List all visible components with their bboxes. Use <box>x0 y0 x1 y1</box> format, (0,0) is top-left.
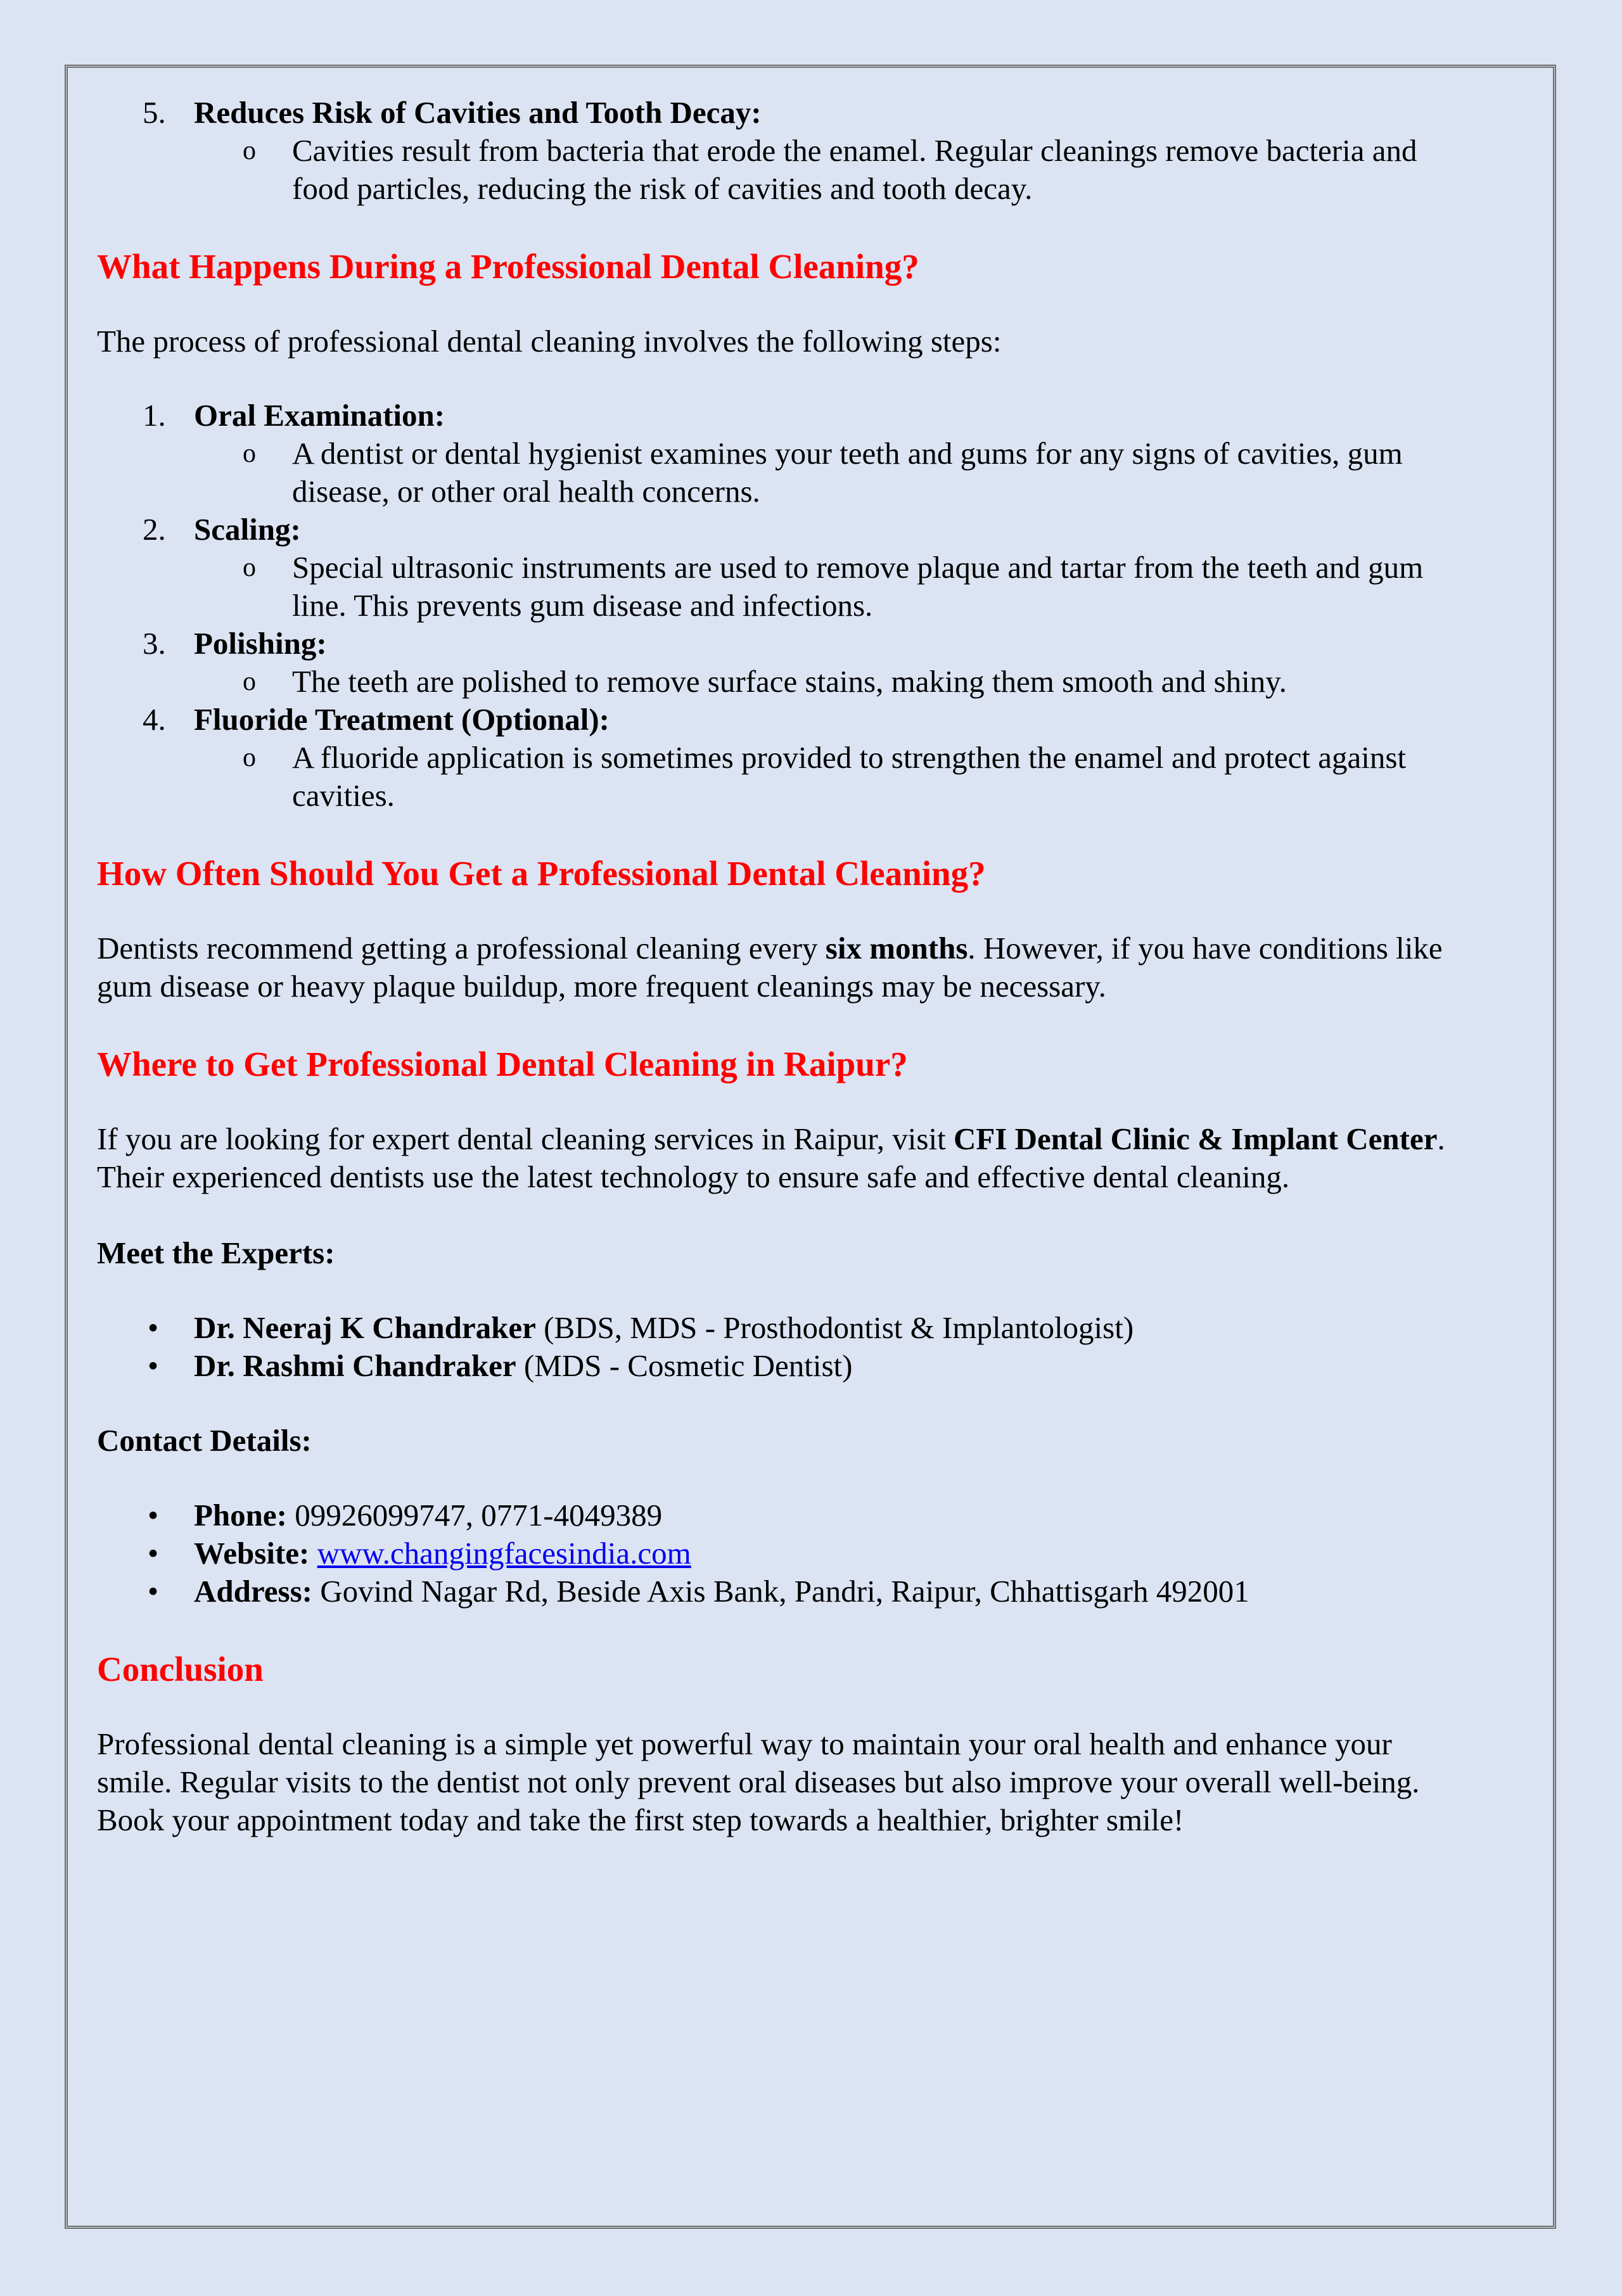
process-intro: The process of professional dental cleaning involves the following steps: <box>97 324 1002 359</box>
text-run: If you are looking for expert dental cleaning services in Raipur, visit <box>97 1121 954 1156</box>
bullet-icon: • <box>148 1574 159 1609</box>
address-value: Govind Nagar Rd, Beside Axis Bank, Pandri, Raipur, Chhattisgarh 492001 <box>312 1574 1249 1609</box>
document-content <box>97 94 1523 1839</box>
location-paragraph <box>97 1120 1523 1196</box>
expert-item <box>97 1309 1523 1347</box>
step-text <box>97 739 1523 815</box>
step-item <box>97 625 1523 663</box>
section-heading-process: What Happens During a Professional Dental Cleaning? <box>97 247 919 286</box>
bullet-icon: • <box>148 1536 159 1571</box>
text-line: A dentist or dental hygienist examines your teeth and gums for any signs of cavities, gum <box>292 436 1403 471</box>
circle-bullet-icon: o <box>243 136 256 165</box>
contact-address <box>97 1572 1523 1610</box>
step-title: Polishing: <box>194 626 327 661</box>
step-text <box>97 663 1523 701</box>
text-line: Cavities result from bacteria that erode the enamel. Regular cleanings remove bacteria and <box>292 133 1417 168</box>
circle-bullet-icon: o <box>243 667 256 696</box>
text-run: . <box>1437 1121 1445 1156</box>
bullet-icon: • <box>148 1348 159 1383</box>
circle-bullet-icon: o <box>243 439 256 468</box>
list-number: 4. <box>143 702 166 737</box>
section-heading-location: Where to Get Professional Dental Cleaning in Raipur? <box>97 1045 908 1083</box>
contact-phone <box>97 1496 1523 1534</box>
text-line: Professional dental cleaning is a simple yet powerful way to maintain your oral health and enhance your <box>97 1726 1392 1761</box>
list-number: 1. <box>143 398 166 433</box>
expert-name: Dr. Neeraj K Chandraker <box>194 1310 536 1345</box>
text-line: gum disease or heavy plaque buildup, more frequent cleanings may be necessary. <box>97 969 1106 1004</box>
step-item <box>97 511 1523 549</box>
phone-label: Phone: <box>194 1498 287 1533</box>
address-label: Address: <box>194 1574 312 1609</box>
circle-bullet-icon: o <box>243 553 256 582</box>
text-line: smile. Regular visits to the dentist not only prevent oral diseases but also improve your overall well-being. <box>97 1764 1420 1799</box>
contact-heading: Contact Details: <box>97 1423 312 1458</box>
text-line: Their experienced dentists use the latest technology to ensure safe and effective dental cleaning. <box>97 1159 1290 1194</box>
expert-name: Dr. Rashmi Chandraker <box>194 1348 516 1383</box>
list-number: 3. <box>143 626 166 661</box>
step-item <box>97 397 1523 435</box>
section-heading-conclusion: Conclusion <box>97 1650 264 1688</box>
step-title: Oral Examination: <box>194 398 445 433</box>
website-link[interactable]: www.changingfacesindia.com <box>317 1536 691 1571</box>
section-heading-frequency: How Often Should You Get a Professional Dental Cleaning? <box>97 854 986 893</box>
list-number: 5. <box>143 95 166 130</box>
experts-heading: Meet the Experts: <box>97 1235 335 1270</box>
expert-detail: (MDS - Cosmetic Dentist) <box>516 1348 853 1383</box>
list-number: 2. <box>143 512 166 547</box>
text-line: disease, or other oral health concerns. <box>292 474 760 509</box>
text-line: A fluoride application is sometimes provided to strengthen the enamel and protect against <box>292 740 1407 775</box>
expert-detail: (BDS, MDS - Prosthodontist & Implantologist) <box>535 1310 1134 1345</box>
benefit-item-5 <box>97 94 1523 132</box>
text-run: . However, if you have conditions like <box>967 931 1443 966</box>
step-title: Fluoride Treatment (Optional): <box>194 702 610 737</box>
text-line: food particles, reducing the risk of cavities and tooth decay. <box>292 171 1033 206</box>
circle-bullet-icon: o <box>243 743 256 772</box>
expert-item <box>97 1347 1523 1385</box>
website-label: Website: <box>194 1536 310 1571</box>
step-title: Scaling: <box>194 512 301 547</box>
step-item <box>97 701 1523 739</box>
phone-value: 09926099747, 0771-4049389 <box>287 1498 663 1533</box>
text-bold: six months <box>825 931 968 966</box>
text-line: Special ultrasonic instruments are used to remove plaque and tartar from the teeth and gum <box>292 550 1424 585</box>
text-line: The teeth are polished to remove surface stains, making them smooth and shiny. <box>292 664 1287 699</box>
contact-website <box>97 1534 1523 1572</box>
step-text <box>97 549 1523 625</box>
text-run: Dentists recommend getting a professional cleaning every <box>97 931 826 966</box>
benefit-title: Reduces Risk of Cavities and Tooth Decay: <box>194 95 762 130</box>
step-text <box>97 435 1523 511</box>
text-line: Book your appointment today and take the first step towards a healthier, brighter smile! <box>97 1802 1184 1837</box>
frequency-paragraph <box>97 929 1523 1005</box>
bullet-icon: • <box>148 1498 159 1533</box>
benefit-text <box>97 132 1523 208</box>
clinic-name: CFI Dental Clinic & Implant Center <box>953 1121 1438 1156</box>
bullet-icon: • <box>148 1310 159 1345</box>
text-line: cavities. <box>292 778 395 813</box>
conclusion-paragraph <box>97 1725 1523 1839</box>
text-line: line. This prevents gum disease and infections. <box>292 588 873 623</box>
